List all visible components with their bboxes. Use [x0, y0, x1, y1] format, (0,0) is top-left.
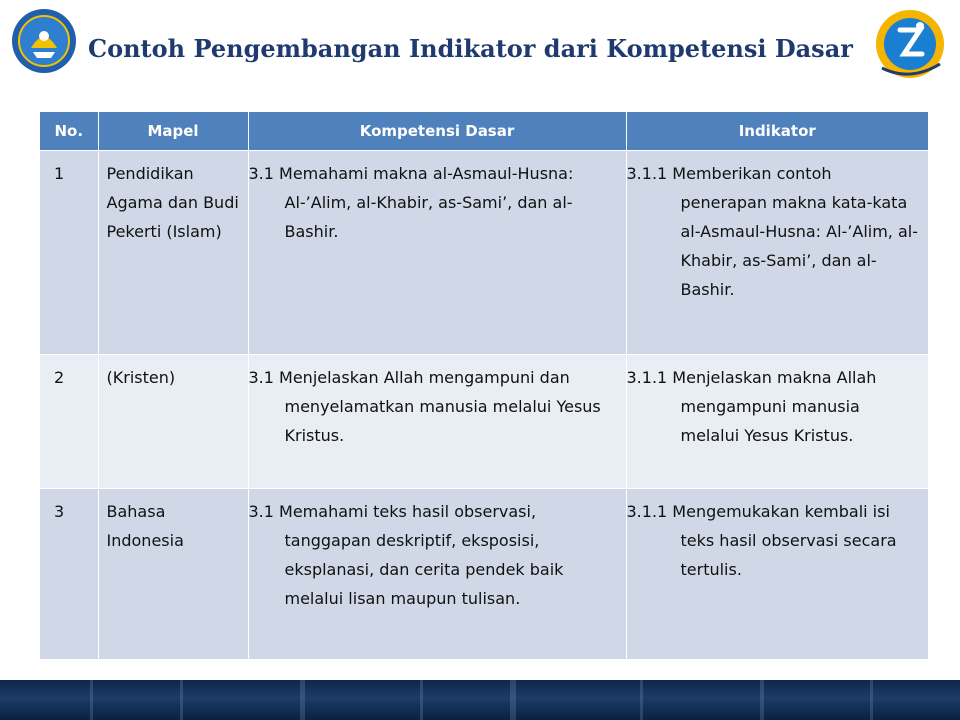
- row-indikator: 3.1.1 Mengemukakan kembali isi teks hasil observasi secara tertulis.: [626, 489, 928, 659]
- row-number: 3: [40, 489, 98, 659]
- kd-indicator-table: [40, 112, 928, 659]
- table-row: [40, 151, 928, 355]
- row-indikator: 3.1.1 Menjelaskan makna Allah mengampuni manusia melalui Yesus Kristus.: [626, 355, 928, 489]
- header-kompetensi-dasar: Kompetensi Dasar: [248, 112, 626, 151]
- row-mapel: Bahasa Indonesia: [98, 489, 248, 659]
- row-mapel: (Kristen): [98, 355, 248, 489]
- footer-band: [0, 680, 960, 720]
- kurikulum-2013-logo-icon: [874, 8, 946, 80]
- row-number: 1: [40, 151, 98, 355]
- table-row: [40, 489, 928, 659]
- page-title: Contoh Pengembangan Indikator dari Kompetensi Dasar: [88, 34, 853, 63]
- row-mapel: Pendidikan Agama dan Budi Pekerti (Islam): [98, 151, 248, 355]
- header-indikator: Indikator: [626, 112, 928, 151]
- header-no: No.: [40, 112, 98, 151]
- row-kompetensi-dasar: 3.1 Menjelaskan Allah mengampuni dan menyelamatkan manusia melalui Yesus Kristus.: [248, 355, 626, 489]
- row-indikator: 3.1.1 Memberikan contoh penerapan makna kata-kata al-Asmaul-Husna: Al-’Alim, al-Khabir, as-Sami’, dan al-Bashir.: [626, 151, 928, 355]
- tut-wuri-handayani-logo-icon: [11, 8, 77, 74]
- row-kompetensi-dasar: 3.1 Memahami teks hasil observasi, tanggapan deskriptif, eksposisi, eksplanasi, dan cerita pendek baik melalui lisan maupun tulisan.: [248, 489, 626, 659]
- row-number: 2: [40, 355, 98, 489]
- table-header-row: [40, 112, 928, 151]
- header-mapel: Mapel: [98, 112, 248, 151]
- row-kompetensi-dasar: 3.1 Memahami makna al-Asmaul-Husna: Al-’Alim, al-Khabir, as-Sami’, dan al-Bashir.: [248, 151, 626, 355]
- table-row: [40, 355, 928, 489]
